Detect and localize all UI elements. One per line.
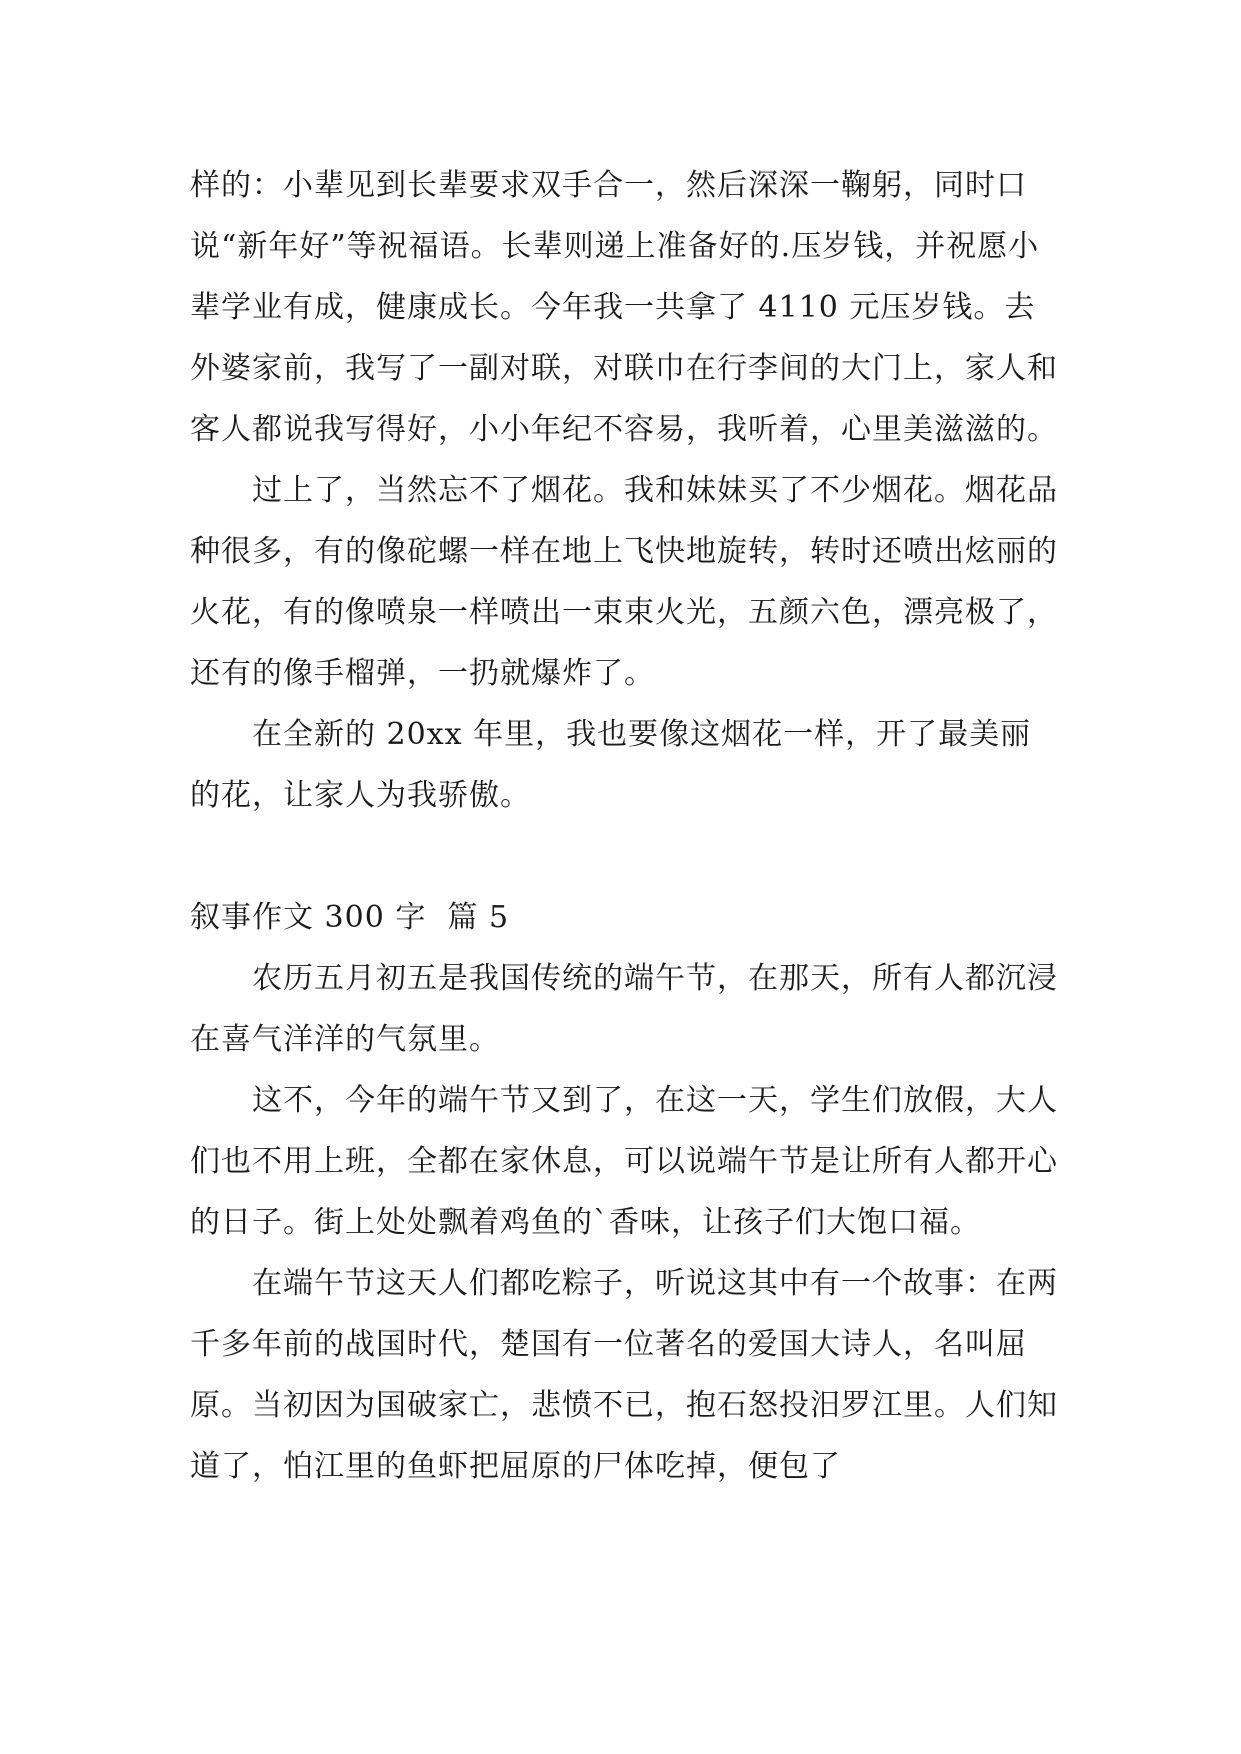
paragraph-5: 这不，今年的端午节又到了，在这一天，学生们放假，大人们也不用上班，全都在家休息，可以说端午节是让所有人都开心的日子。街上处处飘着鸡鱼的`香味，让孩子们大饱口福。 bbox=[190, 1083, 1058, 1240]
paragraph-1: 样的：小辈见到长辈要求双手合一，然后深深一鞠躬，同时口说“新年好”等祝福语。长辈则递上准备好的.压岁钱，并祝愿小辈学业有成，健康成长。今年我一共拿了 4110 元压岁钱。去外婆家前，我写了一副对联，对联巾在行李间的大门上，家人和客人都说我写得好，小小年纪不容易，我听着，心里美滋滋的。 bbox=[190, 168, 1058, 447]
paragraph-4: 农历五月初五是我国传统的端午节，在那天，所有人都沉浸在喜气洋洋的气氛里。 bbox=[190, 961, 1058, 1057]
paragraph-3: 在全新的 20xx 年里，我也要像这烟花一样，开了最美丽的花，让家人为我骄傲。 bbox=[190, 717, 1032, 813]
document-body bbox=[190, 155, 1060, 1497]
paragraph-6: 在端午节这天人们都吃粽子，听说这其中有一个故事：在两千多年前的战国时代，楚国有一位著名的爱国大诗人，名叫屈原。当初因为国破家亡，悲愤不已，抱石怒投汨罗江里。人们知道了，怕江里的鱼虾把屈原的尸体吃掉，便包了 bbox=[190, 1266, 1058, 1484]
paragraph-2: 过上了，当然忘不了烟花。我和妹妹买了不少烟花。烟花品种很多，有的像砣螺一样在地上飞快地旋转，转时还喷出炫丽的火花，有的像喷泉一样喷出一束束火光，五颜六色，漂亮极了，还有的像手榴弹，一扔就爆炸了。 bbox=[190, 473, 1058, 691]
section-heading: 叙事作文 300 字 篇 5 bbox=[190, 900, 510, 935]
